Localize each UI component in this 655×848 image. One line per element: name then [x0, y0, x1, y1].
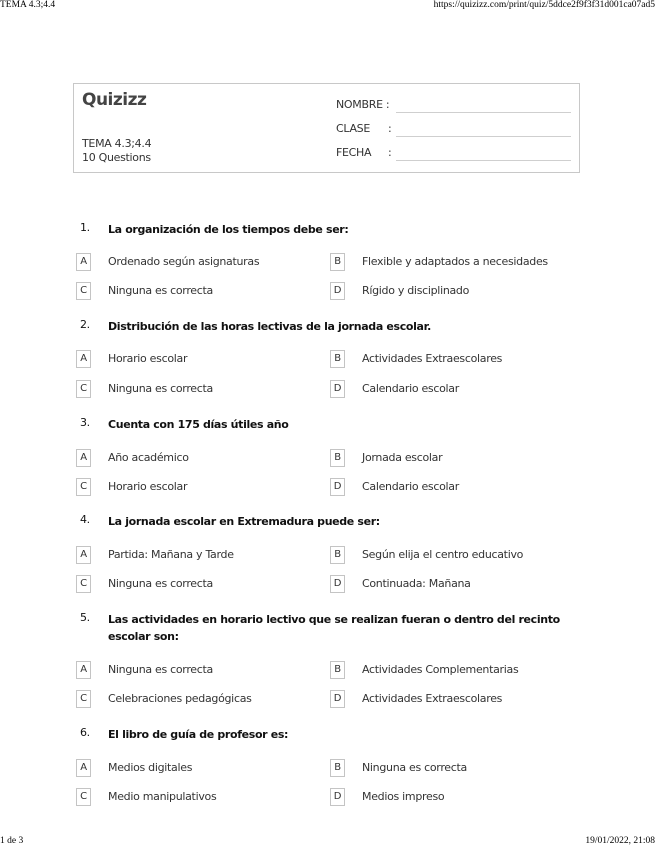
option-letter: D: [330, 788, 345, 806]
option-text: Horario escolar: [108, 352, 188, 365]
option-text: Rígido y disciplinado: [362, 284, 470, 297]
option-letter: C: [76, 788, 91, 806]
quiz-info-box: [73, 83, 580, 173]
date-colon: :: [388, 146, 392, 159]
name-label: NOMBRE :: [336, 98, 390, 111]
question-number: 2.: [80, 318, 90, 331]
option-text: Medios impreso: [362, 790, 445, 803]
option-letter: D: [330, 282, 345, 300]
option-text: Ninguna es correcta: [362, 761, 467, 774]
question-text: La organización de los tiempos debe ser:: [108, 223, 349, 236]
option-letter: D: [330, 380, 345, 398]
question-number: 5.: [80, 611, 90, 624]
option-text: Ordenado según asignaturas: [108, 255, 260, 268]
option-text: Actividades Extraescolares: [362, 352, 503, 365]
class-line[interactable]: [396, 136, 571, 137]
option-letter: A: [76, 759, 91, 777]
option-letter: D: [330, 478, 345, 496]
date-field: [336, 146, 392, 159]
option-letter: A: [76, 350, 91, 368]
page-number: 1 de 3: [0, 836, 24, 846]
quizizz-logo: Quizizz: [82, 90, 147, 110]
option-text: Actividades Complementarias: [362, 663, 519, 676]
option-letter: B: [330, 350, 345, 368]
option-text: Calendario escolar: [362, 480, 459, 493]
option-text: Flexible y adaptados a necesidades: [362, 255, 548, 268]
print-datetime: 19/01/2022, 21:08: [585, 836, 655, 846]
option-letter: D: [330, 690, 345, 708]
date-line[interactable]: [396, 160, 571, 161]
option-letter: C: [76, 575, 91, 593]
class-field: [336, 122, 392, 135]
question-count: 10 Questions: [82, 151, 151, 164]
option-text: Año académico: [108, 451, 189, 464]
option-text: Ninguna es correcta: [108, 284, 213, 297]
question-number: 3.: [80, 416, 90, 429]
option-text: Ninguna es correcta: [108, 663, 213, 676]
print-header: [0, 0, 655, 12]
option-letter: C: [76, 282, 91, 300]
option-text: Actividades Extraescolares: [362, 692, 503, 705]
option-text: Jornada escolar: [362, 451, 443, 464]
question-number: 6.: [80, 726, 90, 739]
question-text: Cuenta con 175 días útiles año: [108, 418, 289, 431]
option-text: Calendario escolar: [362, 382, 459, 395]
print-url[interactable]: https://quizizz.com/print/quiz/5ddce2f9f3f31d001ca07ad5: [433, 0, 655, 10]
quiz-title: TEMA 4.3;4.4: [82, 137, 152, 150]
class-label: CLASE: [336, 122, 371, 135]
option-letter: A: [76, 449, 91, 467]
option-text: Según elija el centro educativo: [362, 548, 524, 561]
option-text: Medio manipulativos: [108, 790, 217, 803]
question-text: El libro de guía de profesor es:: [108, 728, 289, 741]
option-text: Continuada: Mañana: [362, 577, 471, 590]
option-letter: A: [76, 546, 91, 564]
name-field: [336, 98, 389, 111]
question-text: Las actividades en horario lectivo que se realizan fueran o dentro del recinto escolar son:: [108, 613, 560, 643]
question-text: La jornada escolar en Extremadura puede ser:: [108, 515, 380, 528]
option-text: Partida: Mañana y Tarde: [108, 548, 234, 561]
class-colon: :: [388, 122, 392, 135]
option-letter: A: [76, 661, 91, 679]
date-label: FECHA: [336, 146, 372, 159]
option-letter: B: [330, 661, 345, 679]
option-letter: B: [330, 449, 345, 467]
option-text: Celebraciones pedagógicas: [108, 692, 252, 705]
question-number: 1.: [80, 221, 90, 234]
option-text: Ninguna es correcta: [108, 382, 213, 395]
question-number: 4.: [80, 513, 90, 526]
option-text: Ninguna es correcta: [108, 577, 213, 590]
question-text: Distribución de las horas lectivas de la jornada escolar.: [108, 320, 431, 333]
option-letter: C: [76, 380, 91, 398]
option-letter: B: [330, 253, 345, 271]
print-title: TEMA 4.3;4.4: [0, 0, 56, 10]
option-letter: C: [76, 478, 91, 496]
option-letter: B: [330, 546, 345, 564]
option-letter: D: [330, 575, 345, 593]
option-letter: B: [330, 759, 345, 777]
print-footer: [0, 836, 655, 848]
name-line[interactable]: [396, 112, 571, 113]
option-text: Horario escolar: [108, 480, 188, 493]
option-letter: A: [76, 253, 91, 271]
option-text: Medios digitales: [108, 761, 193, 774]
option-letter: C: [76, 690, 91, 708]
